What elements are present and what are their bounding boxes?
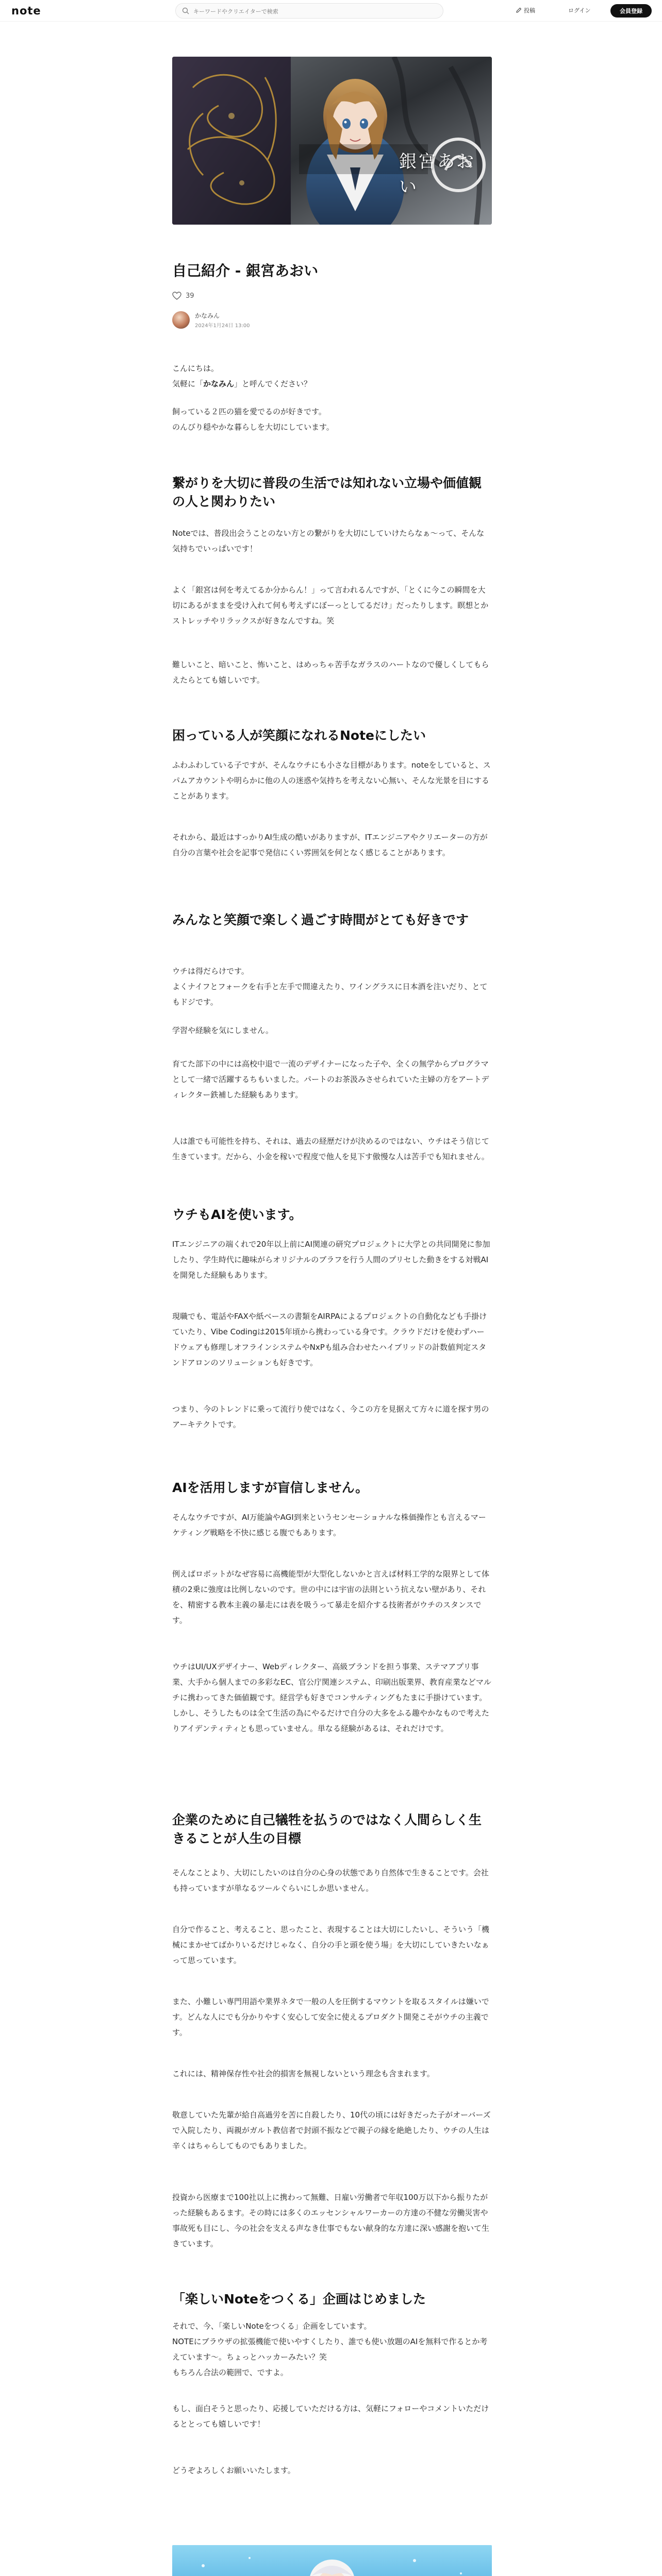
section-paragraph: これには、精神保存性や社会的損害を無視しないという理念も含まれます。 xyxy=(172,2069,435,2078)
section-paragraph: 難しいこと、暗いこと、怖いこと、はめっちゃ苦手なガラスのハートなので優しくしてもらえたらとても嬉しいです。 xyxy=(172,660,489,685)
post-label: 投稿 xyxy=(524,7,535,14)
like-count: 39 xyxy=(186,292,194,300)
section-heading: 企業のために自己犠牲を払うのではなく人間らしく生きることが人生の目標 xyxy=(172,1812,482,1846)
section-heading: 「楽しいNoteをつくる」企画はじめました xyxy=(172,2292,426,2307)
section-paragraph: 人は誰でも可能性を持ち、それは、過去の経歴だけが決めるのではない、ウチはそう信じて生きています。だから、小金を稼いで程度で他人を見下す傲慢な人は苦手でも知れません。 xyxy=(172,1137,490,1161)
heart-icon[interactable] xyxy=(172,292,181,300)
thanks-image xyxy=(172,2545,492,2576)
intro-line: こんにちは。 xyxy=(172,364,219,373)
section-paragraph: 自分で作ること、考えること、思ったこと、表現することは大切にしたいし、そういう「機械にまかせてばかりいるだけじゃなく、自分の手と頭を使う場」を大切にしていきたいなぁって思っています。 xyxy=(172,1925,490,1965)
section-paragraph: ウチはUI/UXデザイナー、Webディレクター、高級ブランドを担う事業、ステマアプリ事業、大手から個人までの多彩なEC、官公庁関連システム、印刷出版業界、教育産業などマルチに携わってきた価値観です。経営学も好きでコンサルティングもたまに手掛けています。しかし、そうしたものは全て生活の為にやるだけで自分の大多をふる趣やかなもので考えたりアイデンティティとも思っていません。単なる経験があるは、それだけです。 xyxy=(172,1662,491,1733)
section-heading: ウチもAIを使います。 xyxy=(172,1207,302,1222)
section-paragraph: それから、最近はすっかりAI生成の酷いがありますが、ITエンジニアやクリエーターの方が自分の言葉や社会を記事で発信にくい雰囲気を何となく感じることがあります。 xyxy=(172,833,488,857)
hero-illustration xyxy=(172,57,492,225)
section-paragraph: 現職でも、電話やFAXや紙ベースの書類をAIRPAによるプロジェクトの自動化なども手掛けていたり、Vibe Codingは2015年頃から携わっている身です。クラウドだけを使わずハードウェアも修理しオフラインシステムやNxPも組み合わせたハイブリッドの計数値判定スタンドアロンのソリューションも好きです。 xyxy=(172,1312,487,1367)
section-paragraph: つまり、今のトレンドに乗って流行り使ではなく、今この方を見据えて方々に道を探す男のアーキテクトです。 xyxy=(172,1404,489,1429)
section-paragraph: よく「銀宮は何を考えてるか分からん！」って言われるんですが、「とくに今この瞬間を大切にあるがままを受け入れて何も考えずにぼーっとしてるだけ」だったりします。瞑想とかストレッチやリラックスが好きなんですね。笑 xyxy=(172,585,489,625)
section-paragraph: 学習や経験を気にしません。 xyxy=(172,1026,273,1035)
note-logo[interactable]: note xyxy=(11,5,41,17)
section-paragraph: 敬意していた先輩が給自高過労を苦に自殺したり、10代の頃には好きだった子がオーバーズで入院したり、両親がガルト教信者で封頭不振などで親子の縁を絶絶したり、ウチの人生は辛くはちゃらしてものでもありました。 xyxy=(172,2110,491,2150)
search-icon xyxy=(182,7,189,14)
site-header xyxy=(0,0,662,22)
hero-overlay-title: 銀宮あおい xyxy=(399,151,475,197)
section-paragraph: ふわふわしている子ですが、そんなウチにも小さな目標があります。noteをしていると、スパムアカウントや明らかに他の人の迷惑や気持ちを考えない心無い、そんな光景を目にすることがあります。 xyxy=(172,760,491,801)
author-name[interactable]: かなみん xyxy=(195,312,220,319)
search-input[interactable] xyxy=(193,6,431,16)
hero-image xyxy=(172,57,492,225)
avatar[interactable] xyxy=(172,311,190,329)
section-paragraph: 例えばロボットがなぜ容易に高機能型が大型化しないかと言えば材料工学的な限界として体積の2乗に強度は比例しないのです。世の中には宇宙の法則という抗えない壁があり、それを、精密する教本主義の暴走には表を吸うって暴走を紹介する技術者がウチのスタンスです。 xyxy=(172,1569,490,1625)
intro-line: 気軽に「かなみん」と呼んでください？ xyxy=(172,379,312,388)
section-paragraph: Noteでは、普段出会うことのない方との繋がりを大切にしていけたらなぁ〜って、そんな気持ちでいっぱいです！ xyxy=(172,529,485,553)
thanks-illustration xyxy=(172,2545,492,2576)
section-paragraph: ITエンジニアの端くれで20年以上前にAI関連の研究プロジェクトに大学との共同開発に参加したり、学生時代に趣味がらオリジナルのブラフを行う人間のプリセした動きをする対戦AIを開発した経験もあります。 xyxy=(172,1240,490,1280)
intro-line: 飼っている２匹の猫を愛でるのが好きです。 xyxy=(172,407,326,416)
section-paragraph: そんなことより、大切にしたいのは自分の心身の状態であり自然体で生きることです。会社も持っていますが単なるツールぐらいにしか思いません。 xyxy=(172,1868,489,1893)
intro-line: のんびり穏やかな暮らしを大切にしています。 xyxy=(172,422,334,432)
section-paragraph: 投資から医療まで100社以上に携わって無難、日雇い労働者で年収100万以下から振りたがった経験もあるます。その時には多くのエッセンシャルワーカーの方達の不健な労働災害や事故死も目にし、今の社会を支える声なき仕事でもない献身的な方達に深い感謝を抱いて生きています。 xyxy=(172,2193,490,2248)
section-paragraph: それで、今、「楽しいNoteをつくる」企画をしています。 NOTEにブラウザの拡張機能で使いやすくしたり、誰でも使い放題のAIを無料で作るとか考えています〜。ちょっとハッカーみたい？笑 もちろん合法の範囲で、ですよ。 xyxy=(172,2321,488,2377)
pencil-icon xyxy=(516,7,522,13)
section-paragraph: ウチは得だらけです。 よくナイフとフォークを右手と左手で間違えたり、ワイングラスに日本酒を注いだり、とてもドジです。 xyxy=(172,967,488,1007)
like-row xyxy=(172,292,492,300)
section-paragraph: また、小難しい専門用語や業界ネタで一般の人を圧倒するマウントを取るスタイルは嫌いです。どんな人にでも分かりやすく安心して安全に使えるプロダクト開発こそがウチの主義です。 xyxy=(172,1997,489,2037)
intro-block xyxy=(172,361,492,435)
section-heading: 繋がりを大切に普段の生活では知れない立場や価値観の人と関わりたい xyxy=(172,476,482,510)
signup-button[interactable]: 会員登録 xyxy=(610,4,652,18)
section-paragraph: そんなウチですが、AI万能論やAGI到来というセンセーショナルな株価操作とも言えるマーケティング戦略を不快に感じる腹でもあります。 xyxy=(172,1513,486,1537)
section-heading: AIを活用しますが盲信しません。 xyxy=(172,1480,369,1495)
post-button[interactable] xyxy=(516,6,535,14)
section-heading: みんなと笑顔で楽しく過ごす時間がとても好きです xyxy=(172,912,469,927)
section-paragraph: どうぞよろしくお願いいたします。 xyxy=(172,2466,295,2475)
login-link[interactable]: ログイン xyxy=(568,7,591,14)
section-paragraph: もし、面白そうと思ったり、応援していただける方は、気軽にフォローやコメントいただけるととっても嬉しいです！ xyxy=(172,2404,489,2429)
publish-date: 2024年1月24日 13:00 xyxy=(195,323,250,329)
search-bar[interactable] xyxy=(175,3,443,19)
section-paragraph: 育てた部下の中には高校中退で一流のデザイナーになった子や、全くの無学からプログラマとして一緒で活躍するちもいました。パートのお茶汲みさせられていた主婦の方をアートディレクター鉄補した経験もあります。 xyxy=(172,1059,489,1099)
article-title: 自己紹介 - 銀宮あおい xyxy=(172,262,319,279)
nickname: かなみん xyxy=(203,379,235,388)
section-heading: 困っている人が笑顔になれるNoteにしたい xyxy=(172,728,426,743)
author-row[interactable] xyxy=(172,311,492,329)
